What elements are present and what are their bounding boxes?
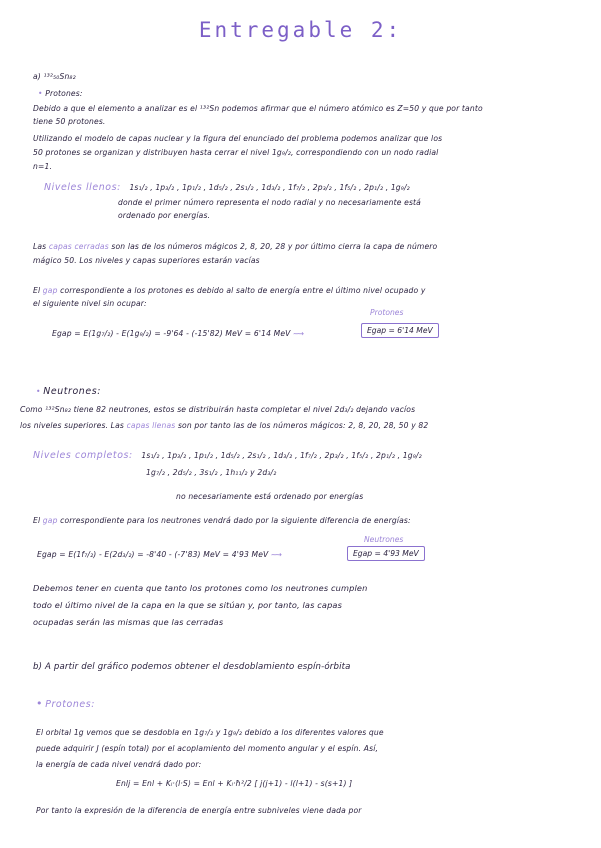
squiggle-arrow-icon: ⟿ bbox=[293, 329, 305, 338]
b-p1-line1: El orbital 1g vemos que se desdobla en 1g₇/₂ y 1g₉/₂ debido a los diferentes valores que bbox=[36, 728, 384, 737]
niveles-note-line2: ordenado por energías. bbox=[118, 211, 211, 220]
section-a-header bbox=[33, 72, 76, 81]
niveles-completos-list: 1s₁/₂ , 1p₃/₂ , 1p₁/₂ , 1d₅/₂ , 2s₁/₂ , 1d₃/₂ , 1f₇/₂ , 2p₃/₂ , 1f₅/₂ , 2p₁/₂ , 1g₉/₂ bbox=[141, 451, 422, 460]
note-line1: Debemos tener en cuenta que tanto los protones como los neutrones cumplen bbox=[33, 583, 368, 593]
section-b-heading: b) A partir del gráfico podemos obtener el desdoblamiento espín-órbita bbox=[33, 662, 351, 672]
bullet-icon: • bbox=[38, 89, 43, 98]
egap-neutrones-text: Egap = E(1f₇/₂) - E(2d₃/₂) = -8'40 - (-7'83) MeV = 4'93 MeV bbox=[37, 550, 269, 559]
capas-highlight: capas cerradas bbox=[48, 242, 109, 251]
egap-protones-text: Egap = E(1g₇/₂) - E(1g₉/₂) = -9'64 - (-15'82) MeV = 6'14 MeV bbox=[52, 329, 291, 338]
neutrones-heading-text: Neutrones: bbox=[43, 386, 101, 397]
egap-neutrones-equation bbox=[37, 550, 282, 559]
gap-neutrones-line bbox=[33, 516, 411, 525]
gap-highlight: gap bbox=[42, 286, 58, 295]
neutrones-niveles-row bbox=[33, 450, 422, 461]
niveles-completos-list-line2: 1g₇/₂ , 2d₅/₂ , 3s₁/₂ , 1h₁₁/₂ y 2d₃/₂ bbox=[146, 468, 277, 477]
neutrones-result-label: Neutrones bbox=[364, 535, 404, 544]
b-protones-heading bbox=[36, 697, 95, 710]
protones-result-box: Egap = 6'14 MeV bbox=[361, 323, 439, 338]
capas-post: son las de los números mágicos 2, 8, 20, 28 y por último cierra la capa de número bbox=[111, 242, 438, 251]
egap-protones-equation bbox=[52, 329, 304, 338]
neutrones-heading bbox=[36, 386, 101, 397]
capas-line2: mágico 50. Los niveles y capas superiores estarán vacías bbox=[33, 256, 260, 265]
neutrones-p1-line1: Como ¹³²Sn₈₂ tiene 82 neutrones, estos se distribuirán hasta completar el nivel 2d₃/₂ dejando vacíos bbox=[20, 405, 416, 414]
b-protones-heading-text: Protones: bbox=[45, 699, 96, 710]
neutrones-p1-line2 bbox=[20, 421, 428, 430]
gap-highlight-n: gap bbox=[42, 516, 58, 525]
protones-p2-line2: 50 protones se organizan y distribuyen hasta cerrar el nivel 1g₉/₂, correspondiendo con un nodo radial bbox=[33, 148, 439, 157]
neutrones-result-box: Egap = 4'93 MeV bbox=[347, 546, 425, 561]
niveles-completos-label: Niveles completos: bbox=[33, 450, 133, 461]
squiggle-arrow-icon: ⟿ bbox=[270, 550, 282, 559]
niveles-note-line1: donde el primer número representa el nodo radial y no necesariamente está bbox=[118, 198, 421, 207]
protones-heading bbox=[38, 89, 83, 98]
note-line2: todo el último nivel de la capa en la que se sitúan y, por tanto, las capas bbox=[33, 600, 343, 610]
b-p1-line2: puede adquirir J (espín total) por el acoplamiento del momento angular y el espín. Así, bbox=[36, 744, 379, 753]
protones-niveles-row bbox=[44, 182, 410, 193]
niveles-llenos-label: Niveles llenos: bbox=[44, 182, 121, 193]
bullet-icon: • bbox=[36, 697, 43, 710]
protones-heading-text: Protones: bbox=[45, 89, 83, 98]
capas-llenas-highlight: capas llenas bbox=[126, 421, 176, 430]
protones-p2-line1: Utilizando el modelo de capas nuclear y la figura del enunciado del problema podemos analizar que los bbox=[33, 134, 443, 143]
neutrones-niveles-note: no necesariamente está ordenado por energías bbox=[176, 492, 364, 501]
protones-result-label: Protones bbox=[370, 308, 404, 317]
page-title: Entregable 2: bbox=[198, 18, 403, 42]
b-p2-line: Por tanto la expresión de la diferencia de energía entre subniveles viene dada por bbox=[36, 806, 362, 815]
spin-orbit-formula: Enlj = Enl + Kₗ·⟨l·S⟩ = Enl + Kₗ·ħ²/2 [ j(j+1) - l(l+1) - s(s+1) ] bbox=[116, 779, 353, 788]
protones-p2-line3: n=1. bbox=[33, 162, 53, 171]
neutrones-post: son por tanto las de los números mágicos: 2, 8, 20, 28, 50 y 82 bbox=[177, 421, 429, 430]
capas-line1 bbox=[33, 242, 437, 251]
gap-post: correspondiente a los protones es debido al salto de energía entre el último nivel ocupado y bbox=[60, 286, 426, 295]
gap-pre: El bbox=[33, 286, 41, 295]
capas-pre: Las bbox=[33, 242, 47, 251]
gap-protones-line2: el siguiente nivel sin ocupar: bbox=[33, 299, 147, 308]
protones-p1-line2: tiene 50 protones. bbox=[33, 117, 106, 126]
b-p1-line3: la energía de cada nivel vendrá dado por: bbox=[36, 760, 202, 769]
bullet-icon: • bbox=[36, 387, 41, 396]
protones-p1-line1: Debido a que el elemento a analizar es el ¹³²Sn podemos afirmar que el número atómico es Z=50 y que por tanto bbox=[33, 104, 483, 113]
note-line3: ocupadas serán las mismas que las cerradas bbox=[33, 617, 224, 627]
niveles-llenos-list: 1s₁/₂ , 1p₃/₂ , 1p₁/₂ , 1d₅/₂ , 2s₁/₂ , 1d₃/₂ , 1f₇/₂ , 2p₃/₂ , 1f₅/₂ , 2p₁/₂ , 1g₉/₂ bbox=[129, 183, 410, 192]
gap-protones-line1 bbox=[33, 286, 426, 295]
gap-post-n: correspondiente para los neutrones vendrá dado por la siguiente diferencia de energías: bbox=[60, 516, 411, 525]
neutrones-pre: los niveles superiores. Las bbox=[20, 421, 124, 430]
section-a-label: a) bbox=[33, 72, 41, 81]
nuclide-symbol: ¹³²₅₀Sn₈₂ bbox=[43, 72, 76, 81]
gap-pre-n: El bbox=[33, 516, 41, 525]
